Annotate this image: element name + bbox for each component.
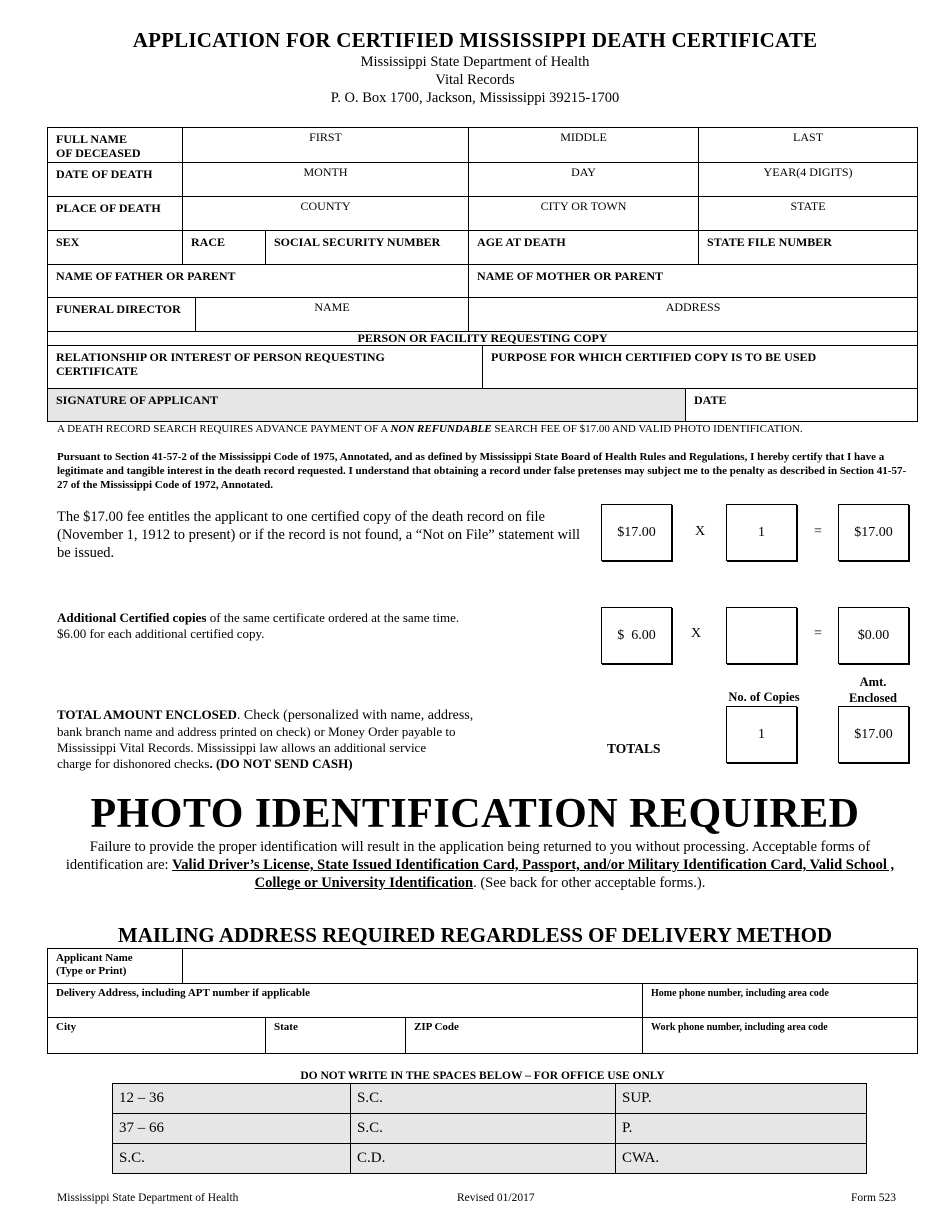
state-file-number-field[interactable]: STATE FILE NUMBER [699, 231, 918, 265]
death-month-field[interactable]: MONTH [183, 163, 469, 197]
multiply-sign: X [691, 626, 702, 641]
requester-section-title: PERSON OR FACILITY REQUESTING COPY [48, 332, 918, 346]
funeral-director-address-field[interactable]: ADDRESS [469, 298, 918, 332]
equals-sign: = [814, 524, 822, 539]
office-cell: S.C. [351, 1114, 616, 1144]
division-name: Vital Records [435, 72, 515, 88]
photo-id-instructions: Failure to provide the proper identification will result in the application being returned to you without processing. Acceptable forms of identification are: Valid Driver’s License, State Issued Identification Card, Passport, and/or Military Identification Card, Valid School , College or University Identification. (See back for other acceptable forms.). [65, 839, 895, 891]
base-fee-description: The $17.00 fee entitles the applicant to one certified copy of the death record on file (November 1, 1912 to present) or if the record is not found, a “Not on File” statement will be issued. [57, 509, 581, 561]
ssn-field[interactable]: SOCIAL SECURITY NUMBER [266, 231, 469, 265]
certification-statement: Pursuant to Section 41-57-2 of the Mississippi Code of 1975, Annotated, and as defined by Mississippi State Board of Health Rules and Regulations, I hereby certify that I have a legitimate and tangible interest in the death record requested. I understand that obtaining a record under false pretenses may subject me to the penalty as described in Section 41-57-27 of the Mississippi Code of 1972, Annotated. [57, 451, 907, 491]
office-cell: P. [616, 1114, 867, 1144]
office-cell: 37 – 66 [113, 1114, 351, 1144]
first-name-field[interactable]: FIRST [183, 128, 469, 163]
office-use-heading: DO NOT WRITE IN THE SPACES BELOW – FOR OFFICE USE ONLY [300, 1070, 665, 1082]
total-amount-box[interactable]: $17.00 [838, 706, 909, 763]
office-cell: C.D. [351, 1144, 616, 1174]
search-fee-notice: A DEATH RECORD SEARCH REQUIRES ADVANCE PAYMENT OF A NON REFUNDABLE SEARCH FEE OF $17.00 AND VALID PHOTO IDENTIFICATION. [57, 423, 803, 435]
requester-table [47, 331, 918, 422]
photo-id-heading: PHOTO IDENTIFICATION REQUIRED [90, 791, 860, 837]
father-name-field[interactable]: NAME OF FATHER OR PARENT [48, 265, 469, 298]
city-field[interactable]: CITY OR TOWN [469, 197, 699, 231]
applicant-name-label: Applicant Name (Type or Print) [48, 949, 183, 984]
additional-fee-box: $ 6.00 [601, 607, 672, 664]
middle-name-field[interactable]: MIDDLE [469, 128, 699, 163]
funeral-director-label: FUNERAL DIRECTOR [48, 298, 196, 332]
relationship-field[interactable]: RELATIONSHIP OR INTEREST OF PERSON REQUESTING CERTIFICATE [48, 346, 483, 389]
death-day-field[interactable]: DAY [469, 163, 699, 197]
race-field[interactable]: RACE [183, 231, 266, 265]
base-copies-box[interactable]: 1 [726, 504, 797, 561]
totals-label: TOTALS [607, 741, 661, 756]
city-field[interactable]: City [48, 1018, 266, 1054]
base-fee-box: $17.00 [601, 504, 672, 561]
date-of-death-label: DATE OF DEATH [48, 163, 183, 197]
funeral-director-name-field[interactable]: NAME [196, 298, 469, 332]
total-copies-box[interactable]: 1 [726, 706, 797, 763]
office-cell: S.C. [351, 1084, 616, 1114]
work-phone-field[interactable]: Work phone number, including area code [643, 1018, 918, 1054]
mother-name-field[interactable]: NAME OF MOTHER OR PARENT [469, 265, 918, 298]
office-cell: SUP. [616, 1084, 867, 1114]
mailing-address: P. O. Box 1700, Jackson, Mississippi 39215-1700 [330, 90, 620, 106]
place-of-death-label: PLACE OF DEATH [48, 197, 183, 231]
footer-form-number: Form 523 [851, 1192, 897, 1204]
office-cell: S.C. [113, 1144, 351, 1174]
zip-code-field[interactable]: ZIP Code [406, 1018, 643, 1054]
office-cell: 12 – 36 [113, 1084, 351, 1114]
office-use-table [112, 1083, 867, 1174]
age-at-death-field[interactable]: AGE AT DEATH [469, 231, 699, 265]
additional-copies-description: Additional Certified copies of the same certificate ordered at the same time. $6.00 for each additional certified copy. [57, 610, 460, 641]
department-name: Mississippi State Department of Health [360, 54, 590, 70]
purpose-field[interactable]: PURPOSE FOR WHICH CERTIFIED COPY IS TO BE USED [483, 346, 918, 389]
signature-field[interactable]: SIGNATURE OF APPLICANT [48, 389, 686, 422]
full-name-label: FULL NAME OF DECEASED [48, 128, 183, 163]
footer-revision: Revised 01/2017 [457, 1192, 535, 1204]
mailing-address-heading: MAILING ADDRESS REQUIRED REGARDLESS OF DELIVERY METHOD [117, 923, 833, 947]
death-year-field[interactable]: YEAR(4 DIGITS) [699, 163, 918, 197]
home-phone-field[interactable]: Home phone number, including area code [643, 984, 918, 1018]
equals-sign: = [814, 626, 822, 641]
applicant-name-input[interactable] [183, 949, 918, 984]
additional-total-box: $0.00 [838, 607, 909, 664]
delivery-address-field[interactable]: Delivery Address, including APT number if applicable [48, 984, 643, 1018]
mailing-table [47, 948, 918, 1054]
multiply-sign: X [695, 524, 706, 539]
additional-copies-box[interactable] [726, 607, 797, 664]
deceased-info-table [47, 127, 918, 332]
base-total-box: $17.00 [838, 504, 909, 561]
total-amount-instructions: TOTAL AMOUNT ENCLOSED. Check (personalized with name, address, bank branch name and address printed on check) or Money Order payable to Mississippi Vital Records. Mississippi law allows an additional service charge for dishonored checks. (DO NOT SEND CASH) [57, 707, 474, 771]
state-field[interactable]: State [266, 1018, 406, 1054]
copies-column-header: No. of Copies [728, 690, 800, 704]
signature-date-field[interactable]: DATE [686, 389, 918, 422]
state-field[interactable]: STATE [699, 197, 918, 231]
footer-department: Mississippi State Department of Health [57, 1192, 239, 1204]
form-title: APPLICATION FOR CERTIFIED MISSISSIPPI DEATH CERTIFICATE [132, 28, 818, 52]
office-cell: CWA. [616, 1144, 867, 1174]
last-name-field[interactable]: LAST [699, 128, 918, 163]
sex-field[interactable]: SEX [48, 231, 183, 265]
amount-column-header: Amt. Enclosed [849, 675, 897, 705]
county-field[interactable]: COUNTY [183, 197, 469, 231]
